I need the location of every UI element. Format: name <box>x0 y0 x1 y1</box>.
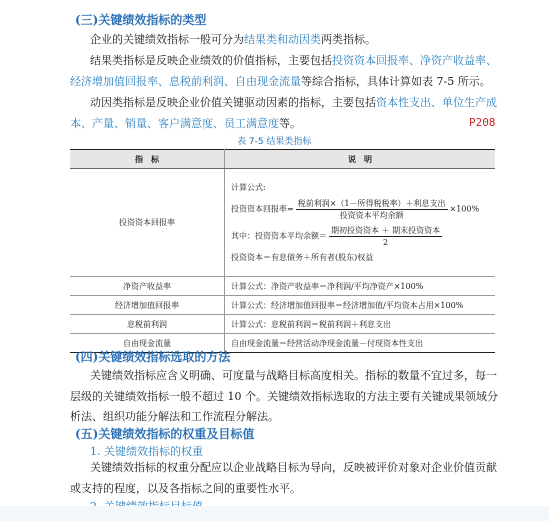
paragraph-result-indicators-line2: 经济增加值回报率、息税前利润、自由现金流量等综合指标，具体计算如表 7-5 所示。 <box>70 75 491 88</box>
column-header-description: 说 明 <box>225 150 496 169</box>
table-row <box>70 315 495 334</box>
paragraph-selection-line2: 层级的关键绩效指标一般不超过 10 个。关键绩效指标选取的方法主要有关键成果领域分 <box>70 390 498 403</box>
paragraph-selection-line1: 关键绩效指标应含义明确、可度量与战略目标高度相关。指标的数量不宜过多，每一 <box>90 369 497 382</box>
paragraph-result-indicators-line1: 结果类指标是反映企业绩效的价值指标，主要包括投资资本回报率、净资产收益率、 <box>90 54 497 67</box>
indicator-name: 经济增加值回报率 <box>70 296 225 315</box>
indicator-name: 自由现金流量 <box>70 334 225 353</box>
paragraph-selection-line3: 析法、组织功能分解法和工作流程分解法。 <box>70 410 279 423</box>
indicator-name: 投资资本回报率 <box>70 169 225 277</box>
table-row <box>70 296 495 315</box>
paragraph-driver-indicators-line2: 本、产量、销量、客户满意度、员工满意度等。 <box>70 117 301 130</box>
table-row <box>70 277 495 296</box>
page-number-annotation: P208 <box>469 116 496 129</box>
paragraph-weights-line2: 或支持的程度，以及各指标之间的重要性水平。 <box>70 482 301 495</box>
indicator-description <box>225 169 496 277</box>
indicator-description: 计算公式：净资产收益率＝净利润/平均净资产×100% <box>225 277 496 296</box>
table-caption: 表 7-5 结果类指标 <box>237 137 312 147</box>
indicator-name: 净资产收益率 <box>70 277 225 296</box>
section-heading-kpi-types: (三)关键绩效指标的类型 <box>75 13 207 27</box>
column-header-indicator: 指 标 <box>70 150 225 169</box>
indicator-description: 自由现金流量＝经营活动净现金流量－付现资本性支出 <box>225 334 496 353</box>
formula-invested-capital: 投资资本＝有息债务＋所有者(股东)权益 <box>231 252 374 262</box>
section-heading-selection-method: (四)关键绩效指标选取的方法 <box>75 350 231 364</box>
paragraph-weights-line1: 关键绩效指标的权重分配应以企业战略目标为导向，反映被评价对象对企业价值贡献 <box>90 461 497 474</box>
table-row <box>70 169 495 277</box>
result-indicators-table <box>70 149 495 353</box>
indicator-description: 计算公式：经济增加值回报率＝经济增加值/平均资本占用×100% <box>225 296 496 315</box>
fraction: $\frac{\text{期初投资资本 ＋ 期末投资资本}}{2}$ <box>331 225 441 247</box>
paragraph-kpi-categories: 企业的关键绩效指标一般可分为结果类和动因类两类指标。 <box>90 33 376 46</box>
indicator-description: 计算公式：息税前利润＝税前利润＋利息支出 <box>225 315 496 334</box>
formula-roic: 投资资本回报率= $\frac{\text{税前利润×（1－所得税税率）＋利息支出}}{\text{投资资本平均余额}}$ ×100% <box>231 198 480 220</box>
table-header-row <box>70 150 495 169</box>
paragraph-driver-indicators-line1: 动因类指标是反映企业价值关键驱动因素的指标，主要包括资本性支出、单位生产成 <box>90 96 497 109</box>
fraction: $\frac{\text{税前利润×（1－所得税税率）＋利息支出}}{\text{投资资本平均余额}}$ <box>297 198 446 220</box>
subheading-weights: 1. 关键绩效指标的权重 <box>90 445 203 458</box>
formula-average-invested-capital: 其中：投资资本平均余额＝ $\frac{\text{期初投资资本 ＋ 期末投资资本}}{2}$ <box>231 225 441 247</box>
formula-label: 计算公式: <box>231 182 266 192</box>
section-heading-weights-targets: (五)关键绩效指标的权重及目标值 <box>75 427 255 441</box>
bottom-watermark-band <box>0 506 549 521</box>
indicator-name: 息税前利润 <box>70 315 225 334</box>
